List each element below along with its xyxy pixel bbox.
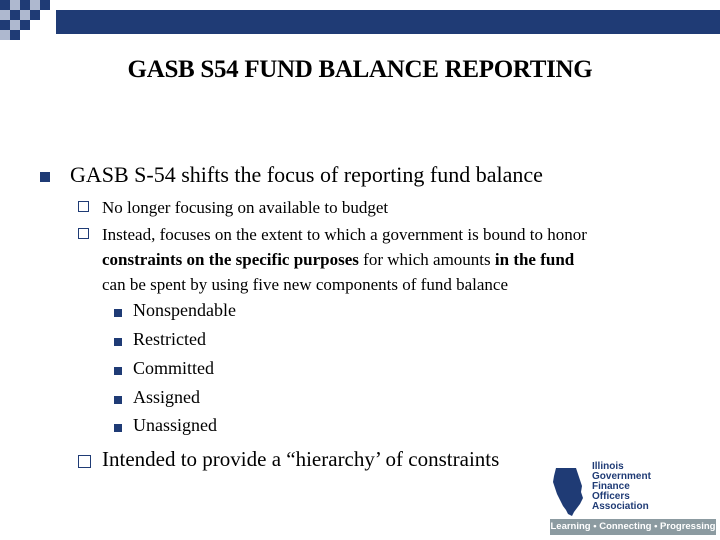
slide-title: GASB S54 FUND BALANCE REPORTING xyxy=(127,56,593,83)
illinois-state-icon xyxy=(550,466,586,518)
header-bar xyxy=(56,10,720,34)
hollow-square-bullet-icon xyxy=(78,228,89,239)
component-item: Assigned xyxy=(133,387,200,407)
logo-line: Association xyxy=(592,501,649,512)
logo-line: Illinois xyxy=(592,461,624,472)
sub-bullet-3: Intended to provide a “hierarchy’ of constraints xyxy=(102,447,500,471)
sub-bullet-2-line2 xyxy=(102,247,587,272)
corner-decoration xyxy=(0,0,60,42)
sub-bullet-1: No longer focusing on available to budget xyxy=(102,198,389,217)
logo-line: Finance xyxy=(592,481,630,492)
logo-tagline: Learning • Connecting • Progressing xyxy=(550,519,716,535)
logo-line: Government xyxy=(592,471,651,482)
hollow-square-bullet-icon xyxy=(78,455,91,468)
square-bullet-icon xyxy=(114,367,122,375)
component-item: Committed xyxy=(133,358,214,378)
component-item: Nonspendable xyxy=(133,300,236,320)
square-bullet-icon xyxy=(114,424,122,432)
component-item: Restricted xyxy=(133,329,206,349)
bold-phrase: in the fund xyxy=(494,250,575,269)
bold-phrase: constraints on the specific purposes xyxy=(102,250,359,269)
sub-bullet-2-line3: can be spent by using five new components of fund balance xyxy=(102,275,508,294)
square-bullet-icon xyxy=(40,172,50,182)
igfoa-logo xyxy=(548,462,720,540)
square-bullet-icon xyxy=(114,396,122,404)
normal-phrase: for which amounts xyxy=(358,250,495,269)
component-item: Unassigned xyxy=(133,415,217,435)
main-bullet-text: GASB S-54 shifts the focus of reporting fund balance xyxy=(70,162,543,187)
sub-bullet-2 xyxy=(102,222,587,297)
sub-bullet-2-line1: Instead, focuses on the extent to which a government is bound to honor xyxy=(102,225,587,244)
logo-wordmark xyxy=(592,462,651,512)
square-bullet-icon xyxy=(114,338,122,346)
logo-line: Officers xyxy=(592,491,630,502)
hollow-square-bullet-icon xyxy=(78,201,89,212)
square-bullet-icon xyxy=(114,309,122,317)
